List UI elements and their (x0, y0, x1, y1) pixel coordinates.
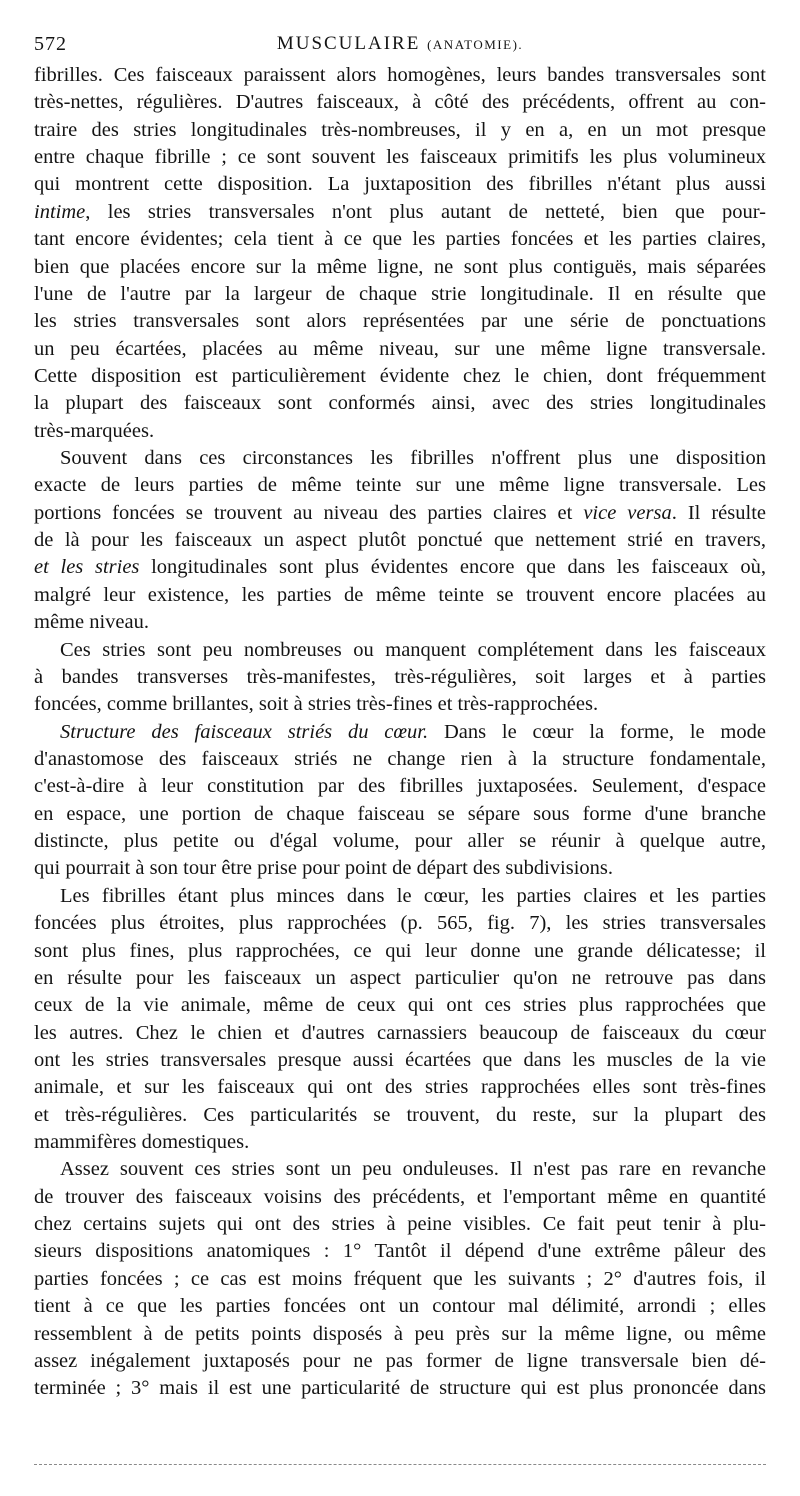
italic-text: vice versa (583, 501, 672, 524)
text-line (34, 828, 766, 855)
text-segment: d'anastomose des faisceaux striés ne change rien à la structure fondamentale, (34, 747, 766, 770)
text-line (34, 773, 766, 800)
text-line (34, 500, 766, 527)
text-segment: sieurs dispositions anatomiques : 1° Tantôt il dépend d'une extrême pâleur des (34, 1240, 766, 1263)
text-segment: Souvent dans ces circonstances les fibrilles n'offrent plus une disposition (60, 447, 766, 470)
text-line (34, 1238, 766, 1265)
text-segment: qui montrent cette disposition. La juxtaposition des fibrilles n'étant plus aussi (34, 173, 766, 196)
text-segment: parties foncées ; ce cas est moins fréquent que les suivants ; 2° d'autres fois, il (34, 1267, 766, 1290)
text-line (34, 910, 766, 937)
text-line (34, 527, 766, 554)
text-line (34, 144, 766, 171)
text-line (34, 719, 766, 746)
text-line (34, 89, 766, 116)
text-segment: Cette disposition est particulièrement évidente chez le chien, dont fréquemment (34, 364, 766, 387)
text-segment: la plupart des faisceaux sont conformés ainsi, avec des stries longitudinales (34, 392, 766, 415)
text-segment: foncées plus étroites, plus rapprochées (p. 565, fig. 7), les stries transversales (34, 912, 766, 935)
text-line (34, 445, 766, 472)
text-segment: ressemblent à de petits points disposés à peu près sur la même ligne, ou même (34, 1322, 766, 1345)
text-segment: qui pourrait à son tour être prise pour point de départ des subdivisions. (34, 857, 614, 880)
text-line (34, 801, 766, 828)
text-line (34, 1156, 766, 1183)
text-segment: Assez souvent ces stries sont un peu onduleuses. Il n'est pas rare en revanche (60, 1158, 766, 1181)
text-segment: animale, et sur les faisceaux qui ont des stries rapprochées elles sont très-fines (34, 1076, 766, 1099)
text-segment: terminée ; 3° mais il est une particularité de structure qui est plus prononcée dans (34, 1377, 766, 1400)
text-line (34, 1375, 766, 1402)
text-segment: chez certains sujets qui ont des stries à peine visibles. Ce fait peut tenir à plu- (34, 1213, 766, 1236)
text-line (34, 1348, 766, 1375)
text-line (34, 1211, 766, 1238)
text-line (34, 609, 766, 636)
body-text (34, 62, 766, 1403)
text-segment: malgré leur existence, les parties de même teinte se trouvent encore placées au (34, 583, 766, 606)
page-number: 572 (34, 33, 67, 55)
text-line (34, 1321, 766, 1348)
text-segment: en résulte pour les faisceaux un aspect particulier qu'on ne retrouve pas dans (34, 966, 766, 989)
page-header (34, 33, 766, 59)
text-line (34, 472, 766, 499)
italic-text: intime (34, 200, 86, 223)
text-segment: mammifères domestiques. (34, 1131, 250, 1154)
text-line (34, 1266, 766, 1293)
text-segment: bien que placées encore sur la même ligne, ne sont plus contiguës, mais séparées (34, 255, 766, 278)
footer-rule (34, 1464, 766, 1465)
text-line (34, 226, 766, 253)
text-segment: longitudinales sont plus évidentes encore que dans les faisceaux où, (139, 556, 766, 579)
text-segment: et très-régulières. Ces particularités se trouvent, du reste, sur la plupart des (34, 1103, 766, 1126)
text-segment: les stries transversales sont alors représentées par une série de ponctuations (34, 310, 766, 333)
text-line (34, 582, 766, 609)
text-line (34, 281, 766, 308)
text-segment: les autres. Chez le chien et d'autres carnassiers beaucoup de faisceaux du cœur (34, 1021, 766, 1044)
text-line (34, 1047, 766, 1074)
text-segment: distincte, plus petite ou d'égal volume, pour aller se réunir à quelque autre, (34, 830, 766, 853)
text-segment: sont plus fines, plus rapprochées, ce qui leur donne une grande délicatesse; il (34, 939, 766, 962)
text-line (34, 1184, 766, 1211)
text-segment: Ces stries sont peu nombreuses ou manquent complétement dans les faisceaux (60, 638, 766, 661)
text-line (34, 883, 766, 910)
text-line (34, 691, 766, 718)
text-line (34, 418, 766, 445)
text-segment: ont les stries transversales presque aussi écartées que dans les muscles de la vie (34, 1048, 766, 1071)
text-segment: l'une de l'autre par la largeur de chaque strie longitudinale. Il en résulte que (34, 282, 766, 305)
text-line (34, 199, 766, 226)
text-line (34, 308, 766, 335)
text-segment: tient à ce que les parties foncées ont un contour mal délimité, arrondi ; elles (34, 1295, 766, 1318)
text-segment: un peu écartées, placées au même niveau, sur une même ligne transversale. (34, 337, 766, 360)
text-segment: portions foncées se trouvent au niveau des parties claires et (34, 501, 584, 524)
text-segment: Dans le cœur la forme, le mode (428, 720, 766, 743)
text-segment: . Il résulte (671, 501, 766, 524)
running-head-title: MUSCULAIRE (276, 33, 421, 54)
text-segment: même niveau. (34, 611, 149, 634)
text-segment: exacte de leurs parties de même teinte sur une même ligne transversale. Les (34, 474, 766, 497)
text-line (34, 1102, 766, 1129)
text-line (34, 171, 766, 198)
text-segment: très-nettes, régulières. D'autres faisceaux, à côté des précédents, offrent au con- (34, 91, 766, 114)
text-line (34, 637, 766, 664)
text-segment: très-marquées. (34, 419, 155, 442)
text-segment: fibrilles. Ces faisceaux paraissent alors homogènes, leurs bandes transversales sont (34, 64, 766, 86)
text-line (34, 62, 766, 89)
text-line (34, 554, 766, 581)
text-segment: ceux de la vie animale, même de ceux qui ont ces stries plus rapprochées que (34, 994, 766, 1017)
text-line (34, 363, 766, 390)
text-segment: de là pour les faisceaux un aspect plutôt ponctué que nettement strié en travers, (34, 529, 766, 552)
text-segment: foncées, comme brillantes, soit à stries très-fines et très-rapprochées. (34, 693, 599, 716)
text-segment: de trouver des faisceaux voisins des précédents, et l'emportant même en quantité (34, 1185, 766, 1208)
text-segment: tant encore évidentes; cela tient à ce que les parties foncées et les parties claires, (34, 228, 766, 251)
text-line (34, 938, 766, 965)
text-line (34, 1020, 766, 1047)
text-line (34, 746, 766, 773)
text-line (34, 1074, 766, 1101)
text-segment: entre chaque fibrille ; ce sont souvent les faisceaux primitifs les plus volumineux (34, 146, 766, 169)
text-line (34, 965, 766, 992)
text-line (34, 992, 766, 1019)
text-line (34, 390, 766, 417)
text-line (34, 1293, 766, 1320)
text-line (34, 1129, 766, 1156)
text-line (34, 855, 766, 882)
text-segment: , les stries transversales n'ont plus autant de netteté, bien que pour- (85, 200, 766, 223)
text-line (34, 117, 766, 144)
text-line (34, 336, 766, 363)
italic-text: et les stries (34, 556, 140, 579)
text-segment: traire des stries longitudinales très-nombreuses, il y en a, en un mot presque (34, 118, 766, 141)
text-segment: à bandes transverses très-manifestes, très-régulières, soit larges et à parties (34, 665, 766, 688)
running-head-subtitle: (ANATOMIE). (427, 37, 524, 52)
running-head (34, 33, 766, 55)
text-segment: Les fibrilles étant plus minces dans le cœur, les parties claires et les parties (60, 884, 766, 907)
text-segment: en espace, une portion de chaque faisceau se sépare sous forme d'une branche (34, 802, 766, 825)
text-line (34, 664, 766, 691)
text-line (34, 254, 766, 281)
text-segment: c'est-à-dire à leur constitution par des fibrilles juxtaposées. Seulement, d'espace (34, 775, 766, 798)
italic-text: Structure des faisceaux striés du cœur. (60, 720, 429, 743)
text-segment: assez inégalement juxtaposés pour ne pas former de ligne transversale bien dé- (34, 1349, 766, 1372)
